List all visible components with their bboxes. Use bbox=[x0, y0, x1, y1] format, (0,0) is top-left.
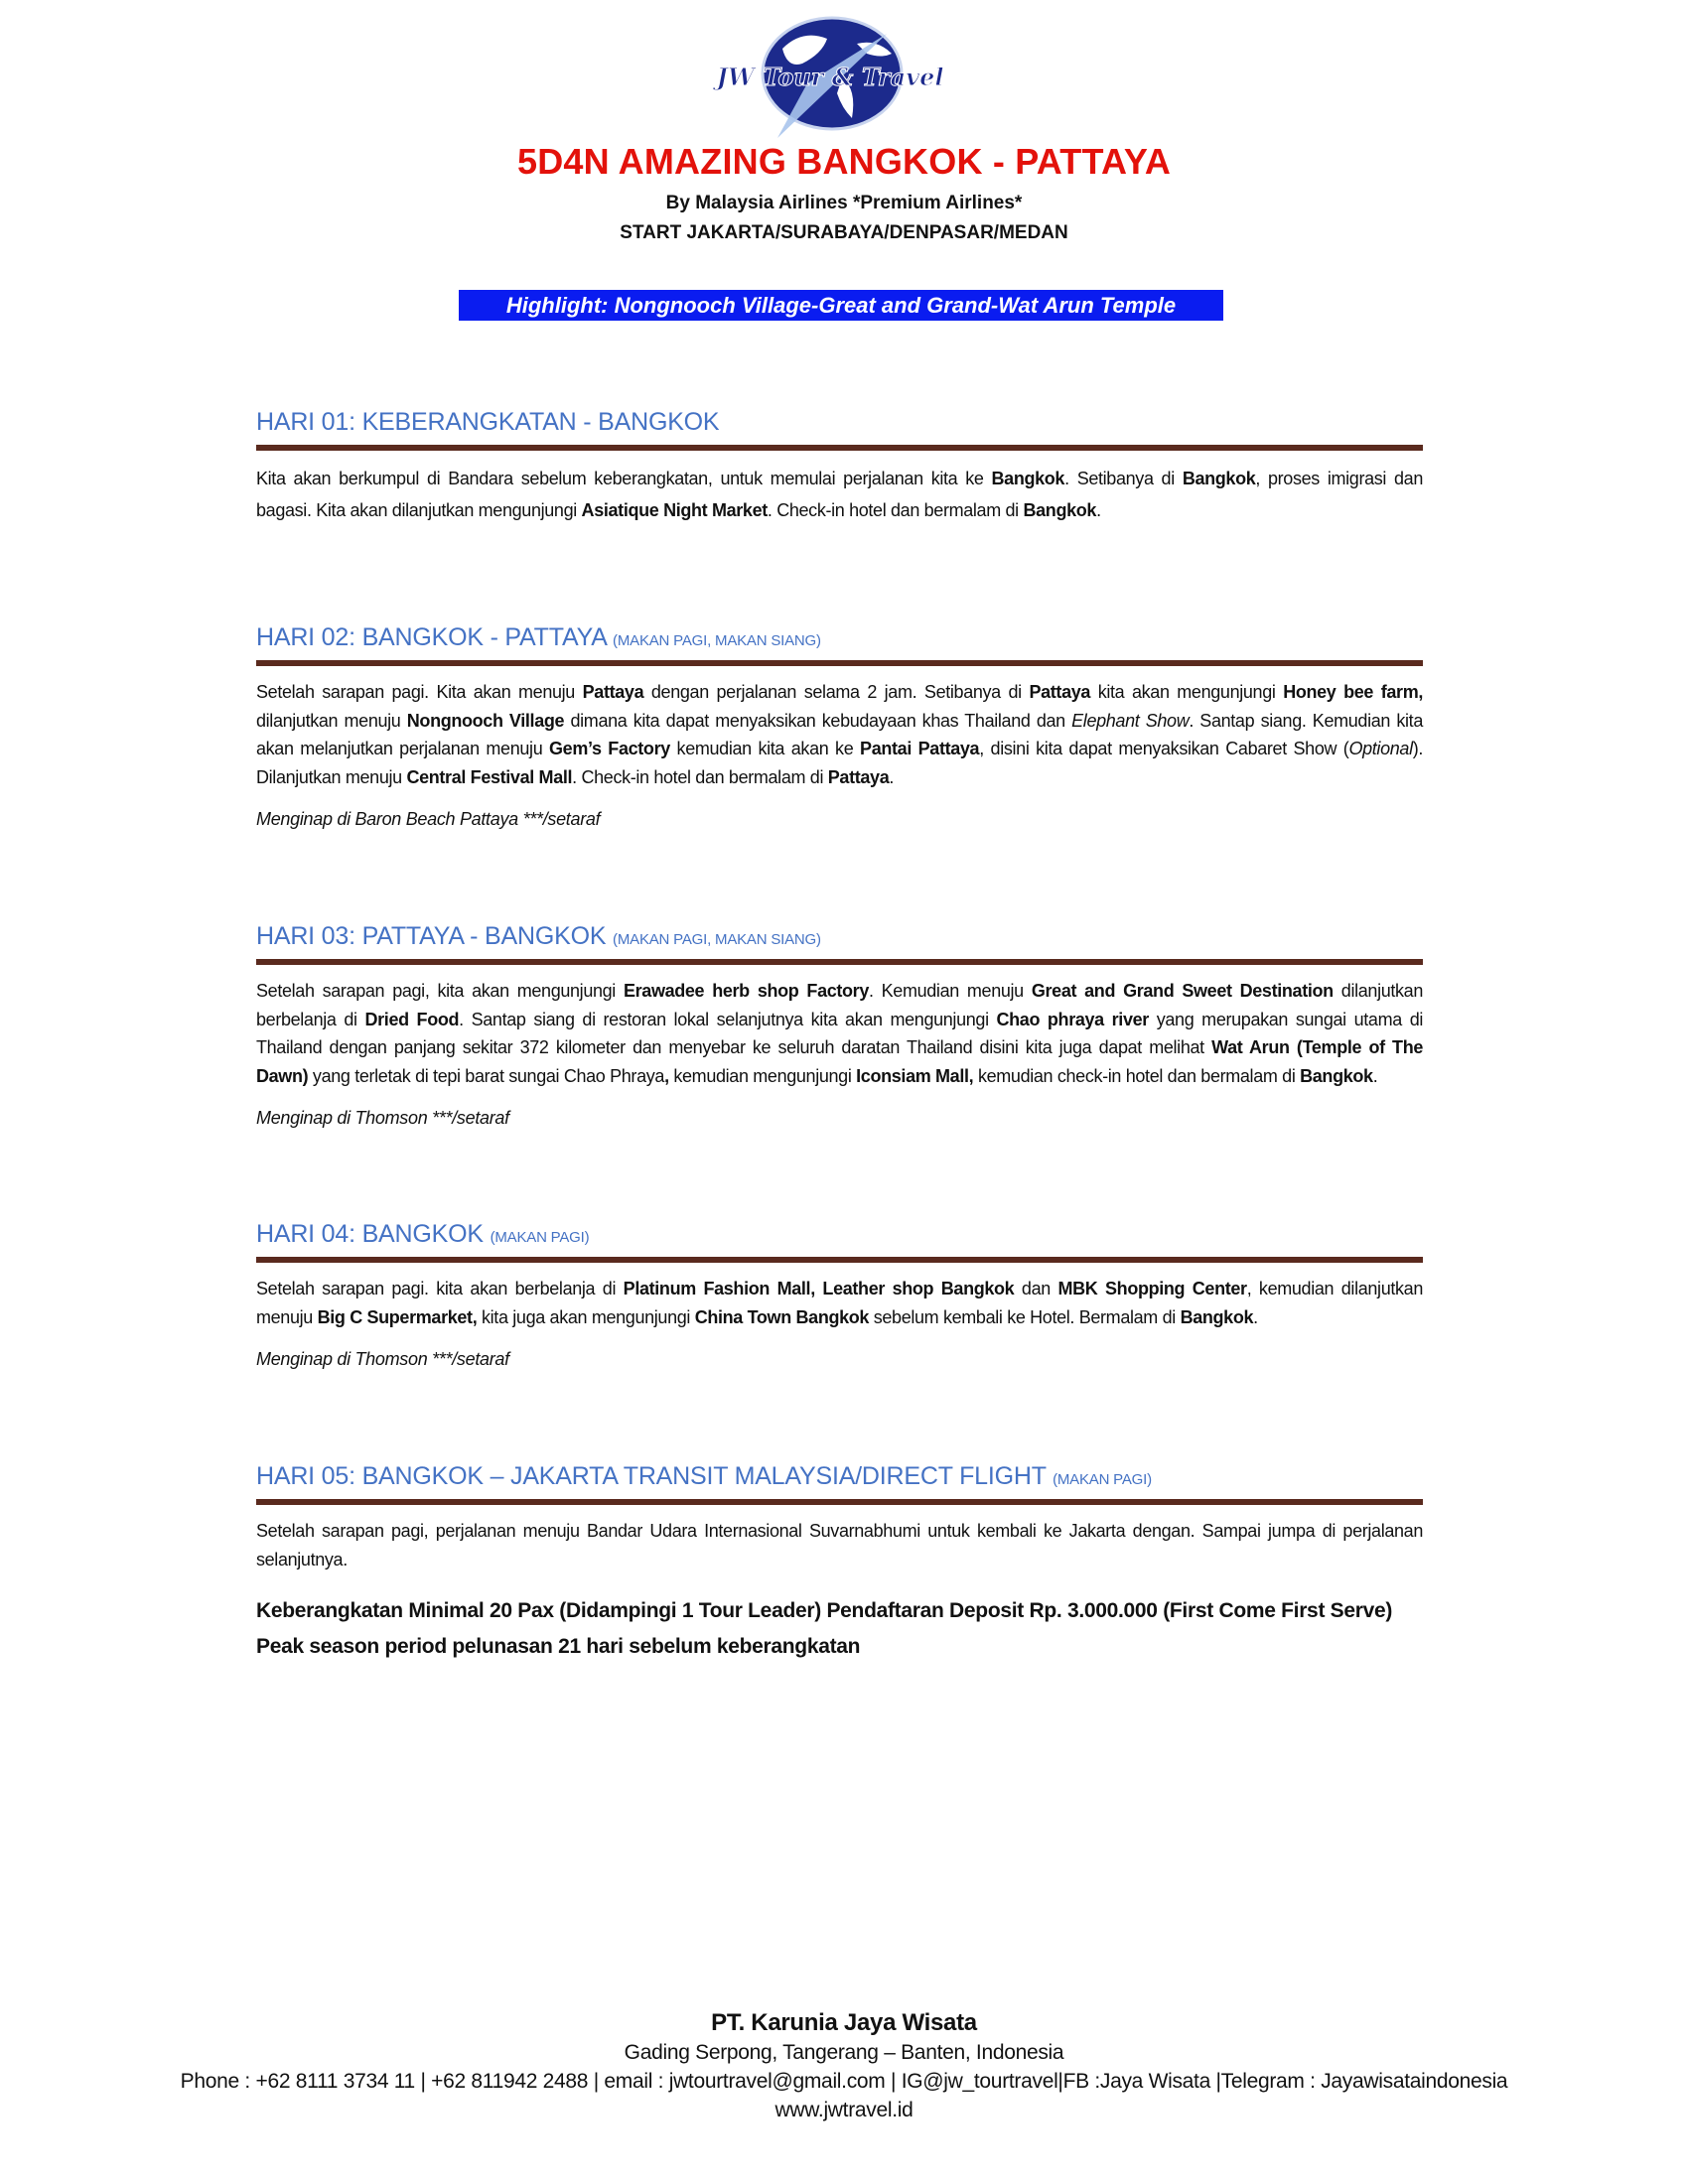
departure-note: Keberangkatan Minimal 20 Pax (Didampingi 1 Tour Leader) Pendaftaran Deposit Rp. 3.000.000 (First Come First Serve) Peak season period pelunasan 21 hari sebelum keberangkatan bbox=[256, 1599, 1393, 1658]
text-segment: . Santap siang di restoran lokal selanjutnya kita akan mengunjungi bbox=[459, 1009, 997, 1029]
day-heading bbox=[256, 1462, 1423, 1491]
day-title: HARI 01: KEBERANGKATAN - BANGKOK bbox=[256, 408, 720, 436]
text-segment: Bangkok bbox=[991, 469, 1065, 488]
hotel-info: Menginap di Thomson ***/setaraf bbox=[256, 1108, 509, 1128]
text-segment: sebelum kembali ke Hotel. Bermalam di bbox=[869, 1306, 1181, 1327]
text-segment: Bangkok bbox=[1300, 1065, 1373, 1086]
text-segment: Central Festival Mall bbox=[406, 766, 573, 787]
text-segment: Dried Food bbox=[364, 1009, 460, 1029]
text-segment: dilanjutkan menuju bbox=[256, 710, 407, 731]
day-description bbox=[256, 977, 1423, 1090]
hotel-info: Menginap di Thomson ***/setaraf bbox=[256, 1349, 509, 1369]
day-meals: (MAKAN PAGI) bbox=[1053, 1471, 1152, 1488]
text-segment: dilanjutkan berbelanja di bbox=[256, 981, 1423, 1029]
day-section bbox=[256, 623, 1423, 830]
text-segment: Bangkok bbox=[1182, 469, 1256, 488]
day-title: HARI 03: PATTAYA - BANGKOK bbox=[256, 922, 607, 950]
day-meals: (MAKAN PAGI, MAKAN SIANG) bbox=[613, 931, 821, 948]
text-segment: , kemudian dilanjutkan menuju bbox=[256, 1279, 1423, 1327]
text-segment: , bbox=[664, 1065, 669, 1086]
svg-text:JW Tour & Travel: JW Tour & Travel bbox=[716, 63, 944, 91]
text-segment: Setelah sarapan pagi, perjalanan menuju Bandar Udara Internasional Suvarnabhumi untuk kembali ke Jakarta dengan. Sampai jumpa di perjalanan selanjutnya. bbox=[256, 1521, 1423, 1570]
text-segment: kita akan mengunjungi bbox=[1090, 682, 1284, 702]
day-section bbox=[256, 1462, 1423, 1573]
text-segment: Nongnooch Village bbox=[406, 710, 565, 731]
text-segment: kemudian kita akan ke bbox=[669, 739, 861, 758]
text-segment: kita juga akan mengunjungi bbox=[477, 1306, 695, 1327]
company-logo bbox=[716, 14, 944, 139]
text-segment: dan bbox=[1014, 1279, 1058, 1298]
highlight-banner: Highlight: Nongnooch Village-Great and Grand-Wat Arun Temple bbox=[459, 290, 1223, 321]
text-segment: kemudian mengunjungi bbox=[668, 1065, 857, 1086]
text-segment: Asiatique Night Market bbox=[581, 500, 768, 520]
section-divider bbox=[256, 660, 1423, 666]
text-segment: Honey bee farm, bbox=[1283, 682, 1424, 702]
day-heading bbox=[256, 922, 1423, 951]
text-segment: yang merupakan sungai utama di Thailand dengan panjang sekitar 372 kilometer dan menyebar ke seluruh daratan Thailand disini kita juga dapat melihat bbox=[256, 1009, 1423, 1057]
text-segment: Iconsiam Mall, bbox=[856, 1065, 974, 1086]
text-segment: Optional bbox=[1348, 739, 1413, 758]
text-segment: kemudian check-in hotel dan bermalam di bbox=[973, 1065, 1301, 1086]
text-segment: Setelah sarapan pagi, kita akan mengunjungi bbox=[256, 981, 624, 1001]
text-segment: , disini kita dapat menyaksikan Cabaret Show ( bbox=[979, 739, 1349, 758]
text-segment: Platinum Fashion Mall, Leather shop Bangkok bbox=[623, 1279, 1015, 1298]
text-segment: . bbox=[1253, 1306, 1258, 1327]
day-description bbox=[256, 1517, 1423, 1573]
text-segment: Setelah sarapan pagi. kita akan berbelanja di bbox=[256, 1279, 624, 1298]
day-section bbox=[256, 922, 1423, 1129]
day-heading bbox=[256, 1220, 1423, 1249]
text-segment: ). Dilanjutkan menuju bbox=[256, 739, 1424, 787]
text-segment: Big C Supermarket, bbox=[317, 1306, 478, 1327]
text-segment: Pattaya bbox=[1029, 682, 1091, 702]
text-segment: Erawadee herb shop Factory bbox=[623, 981, 869, 1001]
text-segment: . Setibanya di bbox=[1064, 469, 1183, 488]
day-section bbox=[256, 408, 1423, 526]
company-contact: Phone : +62 8111 3734 11 | +62 811942 2488 | email : jwtourtravel@gmail.com | IG@jw_tourtravel|FB :Jaya Wisata |Telegram : Jayawisataindonesia bbox=[180, 2070, 1508, 2093]
page-title: 5D4N AMAZING BANGKOK - PATTAYA bbox=[516, 141, 1172, 182]
text-segment: . Kemudian menuju bbox=[869, 981, 1032, 1001]
day-title: HARI 04: BANGKOK bbox=[256, 1220, 484, 1248]
day-meals: (MAKAN PAGI) bbox=[490, 1229, 590, 1246]
text-segment: . bbox=[1372, 1065, 1378, 1086]
text-segment: Great and Grand Sweet Destination bbox=[1031, 981, 1334, 1001]
text-segment: Pattaya bbox=[827, 766, 890, 787]
text-segment: Bangkok bbox=[1023, 500, 1097, 520]
text-segment: China Town Bangkok bbox=[694, 1306, 870, 1327]
company-address: Gading Serpong, Tangerang – Banten, Indonesia bbox=[624, 2041, 1064, 2064]
text-segment: . Santap siang. Kemudian kita akan melanjutkan perjalanan menuju bbox=[256, 710, 1423, 758]
company-name: PT. Karunia Jaya Wisata bbox=[711, 2009, 977, 2036]
text-segment: Bangkok bbox=[1180, 1306, 1254, 1327]
text-segment: MBK Shopping Center bbox=[1057, 1279, 1247, 1298]
text-segment: dengan perjalanan selama 2 jam. Setibanya di bbox=[643, 682, 1030, 702]
text-segment: Pantai Pattaya bbox=[860, 739, 980, 758]
text-segment: . Check-in hotel dan bermalam di bbox=[767, 500, 1024, 520]
company-website[interactable]: www.jwtravel.id bbox=[774, 2099, 914, 2121]
day-heading bbox=[256, 623, 1423, 652]
airline-subtitle: By Malaysia Airlines *Premium Airlines* bbox=[665, 193, 1023, 213]
day-section bbox=[256, 1220, 1423, 1370]
section-divider bbox=[256, 959, 1423, 965]
day-heading bbox=[256, 408, 1423, 437]
text-segment: yang terletak di tepi barat sungai Chao Phraya bbox=[308, 1065, 665, 1086]
section-divider bbox=[256, 1499, 1423, 1505]
day-meals: (MAKAN PAGI, MAKAN SIANG) bbox=[613, 632, 821, 649]
departure-cities: START JAKARTA/SURABAYA/DENPASAR/MEDAN bbox=[620, 222, 1068, 243]
text-segment: Kita akan berkumpul di Bandara sebelum keberangkatan, untuk memulai perjalanan kita ke bbox=[256, 469, 992, 488]
text-segment: . bbox=[1096, 500, 1101, 520]
text-segment: Chao phraya river bbox=[996, 1009, 1149, 1029]
day-description bbox=[256, 678, 1423, 791]
day-description bbox=[256, 463, 1423, 526]
section-divider bbox=[256, 445, 1423, 451]
day-description bbox=[256, 1275, 1423, 1331]
text-segment: , proses imigrasi dan bagasi. Kita akan dilanjutkan mengunjungi bbox=[256, 469, 1423, 520]
day-title: HARI 05: BANGKOK – JAKARTA TRANSIT MALAYSIA/DIRECT FLIGHT bbox=[256, 1462, 1047, 1490]
hotel-info: Menginap di Baron Beach Pattaya ***/setaraf bbox=[256, 809, 601, 829]
section-divider bbox=[256, 1257, 1423, 1263]
text-segment: Pattaya bbox=[582, 682, 644, 702]
text-segment: Gem’s Factory bbox=[549, 739, 670, 758]
text-segment: . Check-in hotel dan bermalam di bbox=[572, 766, 828, 787]
text-segment: Setelah sarapan pagi. Kita akan menuju bbox=[256, 682, 583, 702]
text-segment: dimana kita dapat menyaksikan kebudayaan khas Thailand dan bbox=[564, 710, 1072, 731]
text-segment: . bbox=[889, 766, 895, 787]
day-title: HARI 02: BANGKOK - PATTAYA bbox=[256, 623, 607, 651]
text-segment: Elephant Show bbox=[1071, 710, 1190, 731]
text-segment: Wat Arun (Temple of The Dawn) bbox=[256, 1037, 1423, 1086]
